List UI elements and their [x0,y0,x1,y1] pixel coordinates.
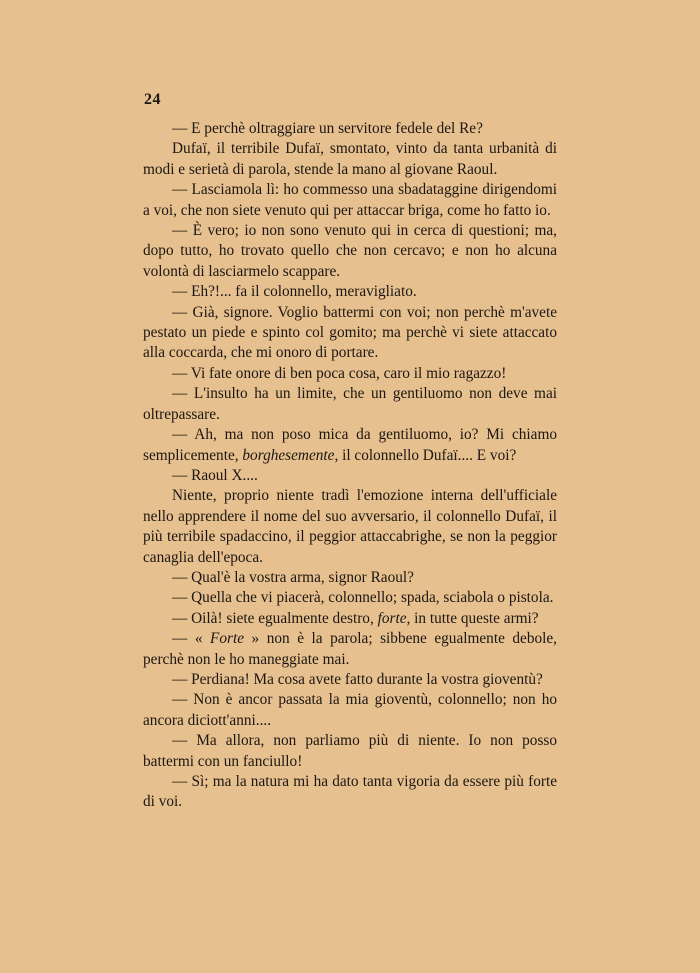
paragraph [143,629,557,670]
text-segment: — Oilà! siete egualmente destro, [172,609,378,627]
paragraph [143,425,557,466]
italic-text: borghesemente, [242,446,339,464]
text-segment: — « [172,630,211,648]
paragraph: Dufaï, il terribile Dufaï, smontato, vinto da tanta urbanità di modi e serietà di parola, stende la mano al giovane Raoul. [143,140,557,178]
paragraph: — Raoul X.... [172,466,258,484]
text-segment: — Ah, ma non poso mica da gentiluomo, io? Mi chiamo semplicemente, [143,426,557,464]
paragraph: — È vero; io non sono venuto qui in cerca di questioni; ma, dopo tutto, ho trovato quello che non cercavo; e non ho alcuna volontà di lasciarmelo scappare. [143,222,557,280]
page-body [143,119,557,813]
paragraph: — Già, signore. Voglio battermi con voi; non perchè m'avete pestato un piede e spinto col gomito; ma perchè vi siete attaccato alla coccarda, che mi onoro di portare. [143,303,557,362]
paragraph: — Quella che vi piacerà, colonnello; spada, sciabola o pistola. [172,589,554,607]
paragraph: — L'insulto ha un limite, che un gentiluomo non deve mai oltrepassare. [143,385,557,423]
paragraph: — Perdiana! Ma cosa avete fatto durante la vostra gioventù? [172,670,543,688]
paragraph: — Sì; ma la natura mi ha dato tanta vigoria da essere più forte di voi. [143,773,557,811]
paragraph: Niente, proprio niente tradì l'emozione interna dell'ufficiale nello apprendere il nome del suo avversario, il colonnello Dufaï, il più terribile spadaccino, il peggior attaccabrighe, se non la peggior canaglia dell'epoca. [143,487,557,566]
paragraph: — E perchè oltraggiare un servitore fedele del Re? [172,120,483,137]
text-segment: in tutte queste armi? [410,609,539,627]
paragraph: — Lasciamola lì: ho commesso una sbadataggine dirigendomi a voi, che non siete venuto qui per attaccar briga, come ho fatto io. [143,181,557,219]
paragraph: — Non è ancor passata la mia gioventù, colonnello; non ho ancora diciott'anni.... [143,691,557,729]
paragraph: — Ma allora, non parliamo più di niente. Io non posso battermi con un fanciullo! [143,732,557,770]
text-segment: il colonnello Dufaï.... E voi? [338,446,517,464]
paragraph: — Eh?!... fa il colonnello, meravigliato. [172,283,417,301]
text-segment: » non è la parola; sibbene egualmente debole, perchè non le ho maneggiate mai. [143,630,557,668]
italic-text: forte, [377,609,411,627]
paragraph: — Qual'è la vostra arma, signor Raoul? [172,568,414,586]
paragraph: — Vi fate onore di ben poca cosa, caro il mio ragazzo! [172,364,507,382]
page-number: 24 [144,91,161,108]
paragraph [143,609,557,629]
italic-text: Forte [210,630,245,648]
